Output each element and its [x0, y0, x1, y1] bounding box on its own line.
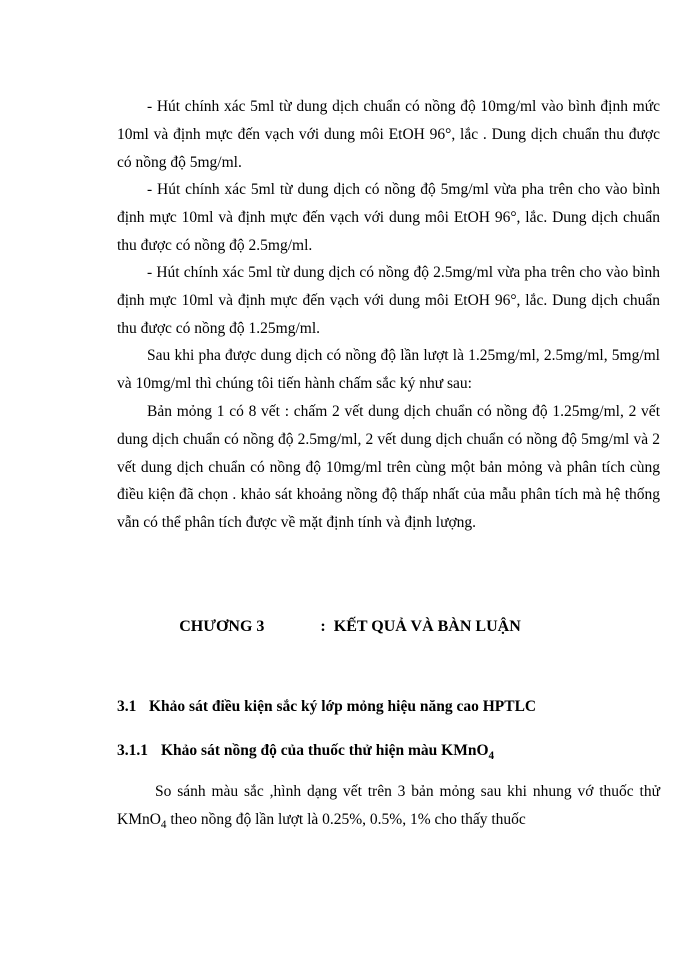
paragraph-dilution-1-25mg: - Hút chính xác 5ml từ dung dịch có nồng độ 2.5mg/ml vừa pha trên cho vào bình định mực 10ml và định mực đến vạch với dung môi EtOH 96°, lắc. Dung dịch chuẩn thu được có nồng độ 1.25mg/ml.	[117, 264, 660, 337]
section-heading	[117, 698, 660, 716]
closing-text-end: theo nồng độ lần lượt là 0.25%, 0.5%, 1% cho thấy thuốc	[166, 811, 526, 828]
chapter-title: : KẾT QUẢ VÀ BÀN LUẬN	[320, 618, 521, 635]
section-title: Khảo sát điều kiện sắc ký lớp mỏng hiệu năng cao HPTLC	[149, 698, 537, 715]
paragraph-plate-description: Bản mỏng 1 có 8 vết : chấm 2 vết dung dịch chuẩn có nồng độ 1.25mg/ml, 2 vết dung dịch chuẩn có nồng độ 2.5mg/ml, 2 vết dung dịch chuẩn có nồng độ 5mg/ml và 2 vết dung dịch chuẩn có nồng độ 10mg/ml trên cùng một bản mỏng và phân tích cùng điều kiện đã chọn . khảo sát khoảng nồng độ thấp nhất của mẫu phân tích mà hệ thống vẫn có thể phân tích được về mặt định tính và định lượng.	[117, 403, 660, 532]
chapter-heading	[0, 618, 700, 636]
subsection-title: Khảo sát nồng độ của thuốc thử hiện màu KMnO	[161, 742, 489, 759]
paragraph-dilution-5mg: - Hút chính xác 5ml từ dung dịch chuẩn có nồng độ 10mg/ml vào bình định mức 10ml và định mực đến vạch với dung môi EtOH 96°, lắc . Dung dịch chuẩn thu được có nồng độ 5mg/ml.	[117, 98, 660, 171]
closing-subscript: 4	[160, 819, 167, 832]
paragraph-spotting-intro: Sau khi pha được dung dịch có nồng độ lần lượt là 1.25mg/ml, 2.5mg/ml, 5mg/ml và 10mg/ml thì chúng tôi tiến hành chấm sắc ký như sau:	[117, 347, 660, 392]
subsection-heading	[117, 742, 660, 763]
paragraph-kmno4-comparison	[117, 778, 660, 834]
chapter-label: CHƯƠNG 3	[179, 618, 265, 635]
closing-text-start: So sánh màu sắc ,hình dạng vết trên 3 bản mỏng sau khi nhung vớ thuốc thử KMnO	[117, 783, 660, 828]
subsection-number: 3.1.1	[117, 742, 148, 759]
paragraph-dilution-2-5mg: - Hút chính xác 5ml từ dung dịch có nồng độ 5mg/ml vừa pha trên cho vào bình định mực 10ml và định mực đến vạch với dung môi EtOH 96°, lắc. Dung dịch chuẩn thu được có nồng độ 2.5mg/ml.	[117, 181, 660, 254]
section-number: 3.1	[117, 698, 137, 715]
subsection-subscript: 4	[488, 750, 495, 763]
